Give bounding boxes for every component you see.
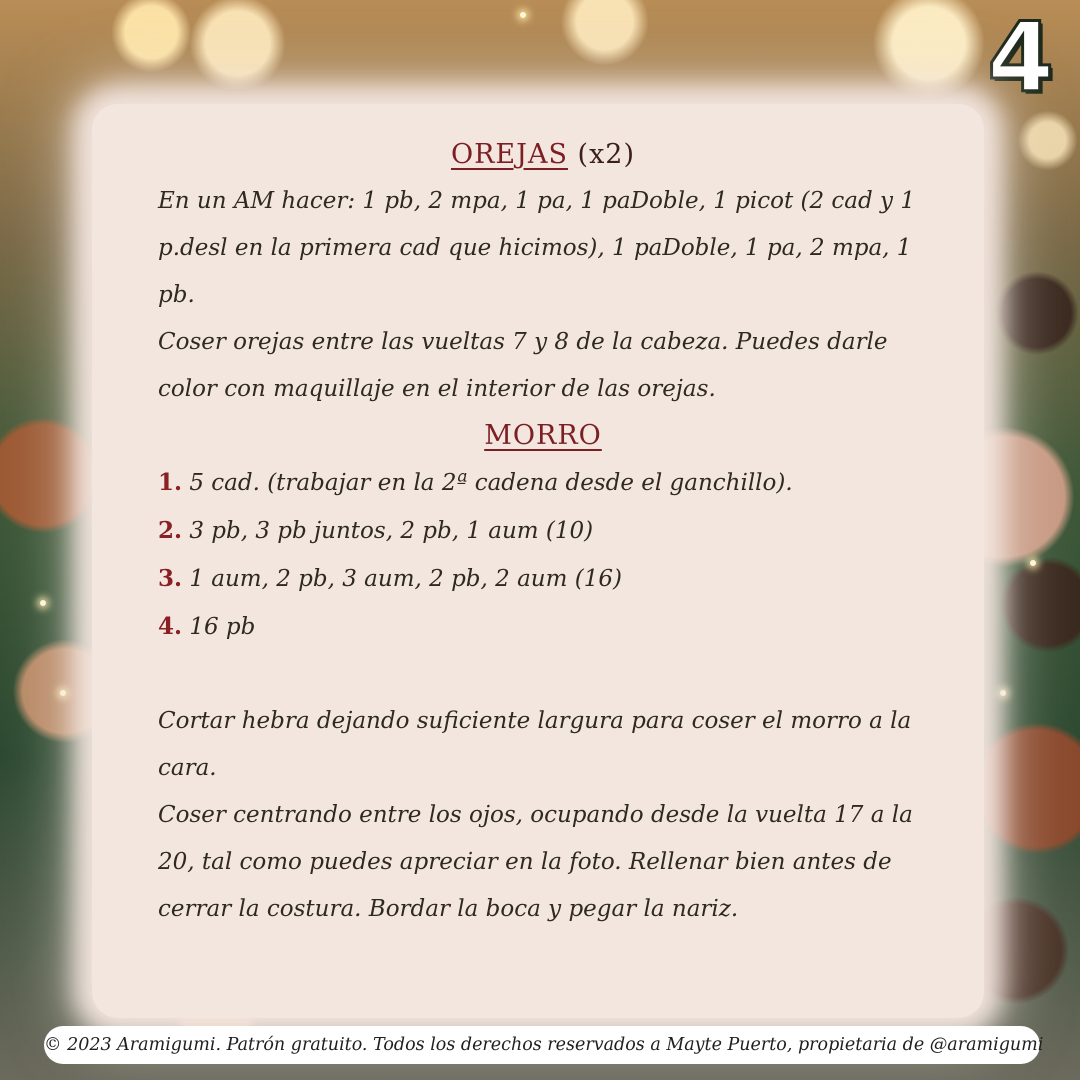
step-number: 1. — [158, 469, 183, 496]
morro-heading — [158, 413, 928, 459]
orejas-instructions: En un AM hacer: 1 pb, 2 mpa, 1 pa, 1 paDoble, 1 picot (2 cad y 1 p.desl en la primera cad que hicimos), 1 paDoble, 1 pa, 2 mpa, 1 pb. — [158, 188, 915, 308]
step-number: 3. — [158, 565, 183, 592]
morro-cut-note: Cortar hebra dejando suficiente largura para coser el morro a la cara. — [158, 708, 912, 781]
copyright-footer: © 2023 Aramigumi. Patrón gratuito. Todos los derechos reservados a Mayte Puerto, propietaria de @aramigumi — [44, 1026, 1040, 1064]
orejas-quantity: (x2) — [567, 139, 636, 170]
step-number: 4. — [158, 613, 183, 640]
morro-sewing-note: Coser centrando entre los ojos, ocupando desde la vuelta 17 a la 20, tal como puedes apreciar en la foto. Rellenar bien antes de cerrar la costura. Bordar la boca y pegar la nariz. — [158, 802, 913, 922]
step-text: 16 pb — [182, 614, 256, 640]
step-number: 2. — [158, 517, 183, 544]
orejas-title: OREJAS — [450, 139, 568, 170]
page-number: 4 — [987, 2, 1054, 114]
orejas-sewing-note: Coser orejas entre las vueltas 7 y 8 de la cabeza. Puedes darle color con maquillaje en el interior de las orejas. — [158, 329, 888, 402]
orejas-heading — [158, 132, 928, 178]
pattern-content — [158, 132, 928, 933]
morro-step — [158, 603, 928, 651]
morro-step — [158, 459, 928, 507]
morro-step — [158, 507, 928, 555]
step-text: 5 cad. (trabajar en la 2ª cadena desde el ganchillo). — [182, 470, 793, 496]
morro-step — [158, 555, 928, 603]
morro-title: MORRO — [484, 420, 602, 451]
step-text: 1 aum, 2 pb, 3 aum, 2 pb, 2 aum (16) — [182, 566, 622, 592]
spacer — [158, 651, 928, 698]
step-text: 3 pb, 3 pb juntos, 2 pb, 1 aum (10) — [182, 518, 594, 544]
